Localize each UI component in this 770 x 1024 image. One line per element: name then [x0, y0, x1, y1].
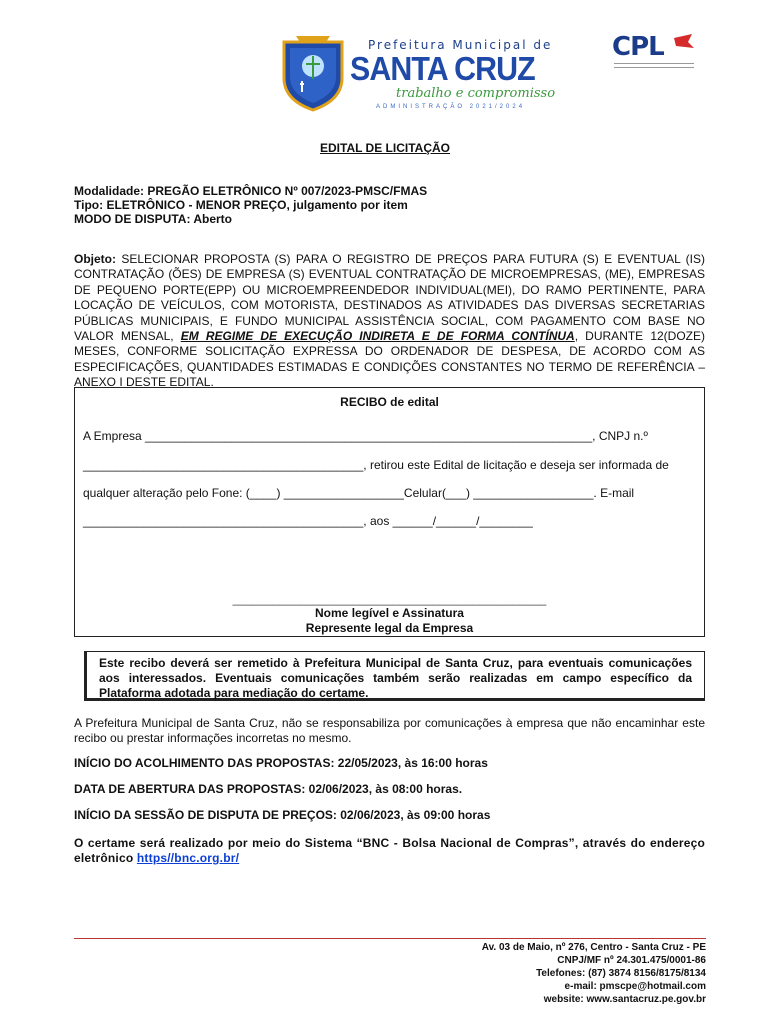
- signature-line: _______________________________________________: [232, 592, 547, 606]
- footer-cnpj: CNPJ/MF nº 24.301.475/0001-86: [557, 955, 706, 966]
- footer-phones: Telefones: (87) 3874 8156/8175/8134: [536, 968, 706, 979]
- signature-name-label: Nome legível e Assinatura: [315, 606, 464, 620]
- modo-line: MODO DE DISPUTA: Aberto: [74, 212, 232, 226]
- objeto-label: Objeto:: [74, 252, 116, 266]
- logo-slogan: trabalho e compromisso: [396, 86, 556, 101]
- recibo-title: RECIBO de edital: [340, 395, 439, 409]
- logo-top-text: Prefeitura Municipal de: [368, 38, 553, 52]
- objeto-paragraph: [74, 252, 705, 391]
- footer-divider: [74, 938, 706, 939]
- prefeitura-note: A Prefeitura Municipal de Santa Cruz, não se responsabiliza por comunicações à empresa que não encaminhar este recibo ou prestar informações incorretas no mesmo.: [74, 716, 705, 745]
- modalidade-line: Modalidade: PREGÃO ELETRÔNICO Nº 007/2023-PMSC/FMAS: [74, 184, 428, 198]
- inicio-sessao: INÍCIO DA SESSÃO DE DISPUTA DE PREÇOS: 02/06/2023, às 09:00 horas: [74, 808, 491, 822]
- cpl-logo-text: CPL: [612, 32, 664, 62]
- signature-rep-label: Represente legal da Empresa: [305, 621, 474, 635]
- flag-icon: [672, 34, 696, 50]
- recibo-empresa-line: A Empresa ___________________________________________________________________, CNPJ n.º: [83, 429, 648, 443]
- cpl-subtitle: [614, 62, 694, 68]
- recibo-box: [74, 387, 705, 637]
- footer-website: website: www.santacruz.pe.gov.br: [543, 994, 706, 1005]
- logo-main-text: SANTA CRUZ: [350, 50, 535, 87]
- recibo-data-line: __________________________________________, aos ______/______/________: [83, 514, 533, 528]
- certame-text: O certame será realizado por meio do Sistema “BNC - Bolsa Nacional de Compras”, através do endereço eletrônico: [74, 836, 705, 865]
- cpl-logo: [612, 32, 700, 76]
- tipo-line: Tipo: ELETRÔNICO - MENOR PREÇO, julgamento por item: [74, 198, 408, 212]
- data-abertura: DATA DE ABERTURA DAS PROPOSTAS: 02/06/2023, às 08:00 horas.: [74, 782, 463, 796]
- recibo-retirou-line: __________________________________________, retirou este Edital de licitação e deseja ser informada de: [83, 458, 669, 472]
- page-title: EDITAL DE LICITAÇÃO: [320, 141, 450, 155]
- bnc-link[interactable]: https//bnc.org.br/: [136, 851, 240, 865]
- crest-icon: [278, 34, 348, 112]
- logo-admin-text: ADMINISTRAÇÃO 2021/2024: [376, 104, 526, 110]
- municipality-logo: [278, 28, 556, 118]
- recibo-fone-line: qualquer alteração pelo Fone: (____) __________________Celular(___) __________________. E-mail: [83, 486, 635, 500]
- footer-email: e-mail: pmscpe@hotmail.com: [564, 981, 706, 992]
- footer-address: Av. 03 de Maio, nº 276, Centro - Santa Cruz - PE: [481, 942, 706, 953]
- footer-contact: [482, 941, 706, 1006]
- objeto-text-2: , DURANTE 12(DOZE) MESES, CONFORME SOLICITAÇÃO EXPRESSA DO ORDENADOR DE DESPESA, DE ACORDO COM AS ESPECIFICAÇÕES, QUANTIDADES ESTIMADAS E CONDIÇÕES CONSTANTES NO TERMO DE REFERÊNCIA – ANEXO I DESTE EDITAL.: [74, 329, 705, 390]
- aviso-box: Este recibo deverá ser remetido à Prefeitura Municipal de Santa Cruz, para eventuais comunicações aos interessados. Eventuais comunicações também serão realizadas em campo específico da Plataforma adotada para mediação do certame.: [84, 651, 705, 701]
- objeto-emphasis: EM REGIME DE EXECUÇÃO INDIRETA E DE FORMA CONTÍNUA: [180, 329, 575, 344]
- inicio-acolhimento: INÍCIO DO ACOLHIMENTO DAS PROPOSTAS: 22/05/2023, às 16:00 horas: [74, 756, 488, 770]
- objeto-text-1: SELECIONAR PROPOSTA (S) PARA O REGISTRO DE PREÇOS PARA FUTURA (S) E EVENTUAL (IS) CONTRATAÇÃO (ÕES) DE EMPRESA (S) EVENTUAL CONTRATAÇÃO DE MICROEMPRESAS, (ME), EMPRESAS DE PEQUENO PORTE(EPP) OU MICROEMPREENDEDOR INDIVIDUAL(MEI), DO RAMO PERTINENTE, PARA LOCAÇÃO DE VEÍCULOS, COM MOTORISTA, DESTINADOS AS ATIVIDADES DAS DIVERSAS SECRETARIAS PÚBLICAS MUNICIPAIS, E FUNDO MUNICIPAL ASSISTÊNCIA SOCIAL, COM PAGAMENTO COM BASE NO VALOR MENSAL,: [74, 252, 705, 344]
- certame-paragraph: [74, 836, 705, 866]
